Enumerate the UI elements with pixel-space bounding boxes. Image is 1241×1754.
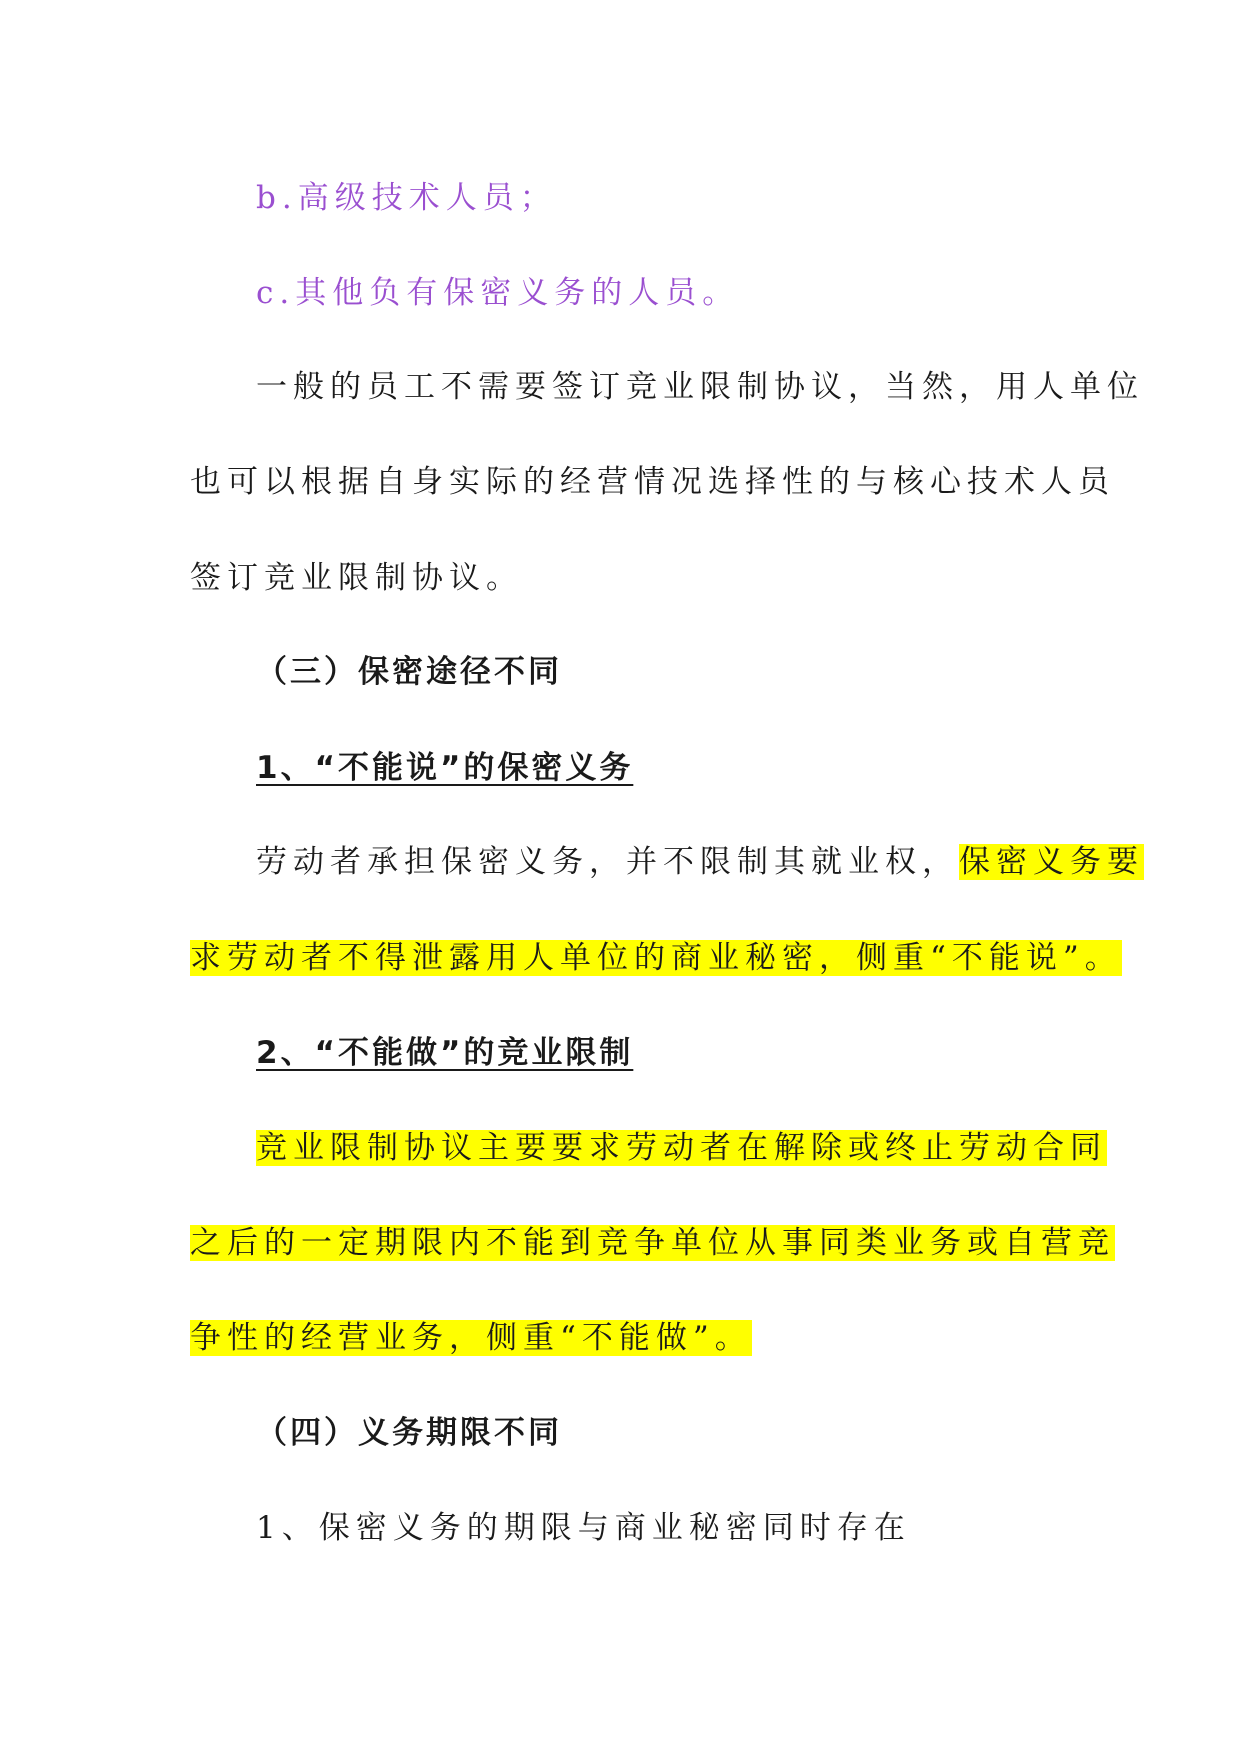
subheading-3: 1、保密义务的期限与商业秘密同时存在 [256,1510,911,1546]
paragraph-2-line-1 [256,842,1144,882]
paragraph-3-line-1 [256,1128,1107,1168]
paragraph-1-line-2: 也可以根据自身实际的经营情况选择性的与核心技术人员 [190,464,1115,500]
paragraph-1-line-3: 签订竞业限制协议。 [190,560,523,596]
paragraph-3-line-2 [190,1223,1115,1263]
paragraph-3-highlight-3: 争性的经营业务，侧重“不能做”。 [190,1320,752,1356]
section-4-heading: （四）义务期限不同 [256,1415,562,1451]
paragraph-2-highlight-2: 求劳动者不得泄露用人单位的商业秘密，侧重“不能说”。 [190,940,1122,976]
paragraph-2-highlight-1: 保密义务要 [959,844,1144,880]
paragraph-2-line-2 [190,938,1122,978]
subheading-2: 2、“不能做”的竞业限制 [256,1035,634,1071]
paragraph-1-line-1: 一般的员工不需要签订竞业限制协议，当然，用人单位 [256,369,1144,405]
paragraph-3-highlight-2: 之后的一定期限内不能到竞争单位从事同类业务或自营竞 [190,1225,1115,1261]
list-item-b: b.高级技术人员； [256,180,557,216]
section-3-heading: （三）保密途径不同 [256,654,562,690]
subheading-1: 1、“不能说”的保密义务 [256,750,634,786]
paragraph-3-highlight-1: 竞业限制协议主要要求劳动者在解除或终止劳动合同 [256,1130,1107,1166]
list-item-c: c.其他负有保密义务的人员。 [256,275,740,311]
paragraph-3-line-3 [190,1318,752,1358]
paragraph-2-plain-text: 劳动者承担保密义务，并不限制其就业权， [256,844,959,880]
